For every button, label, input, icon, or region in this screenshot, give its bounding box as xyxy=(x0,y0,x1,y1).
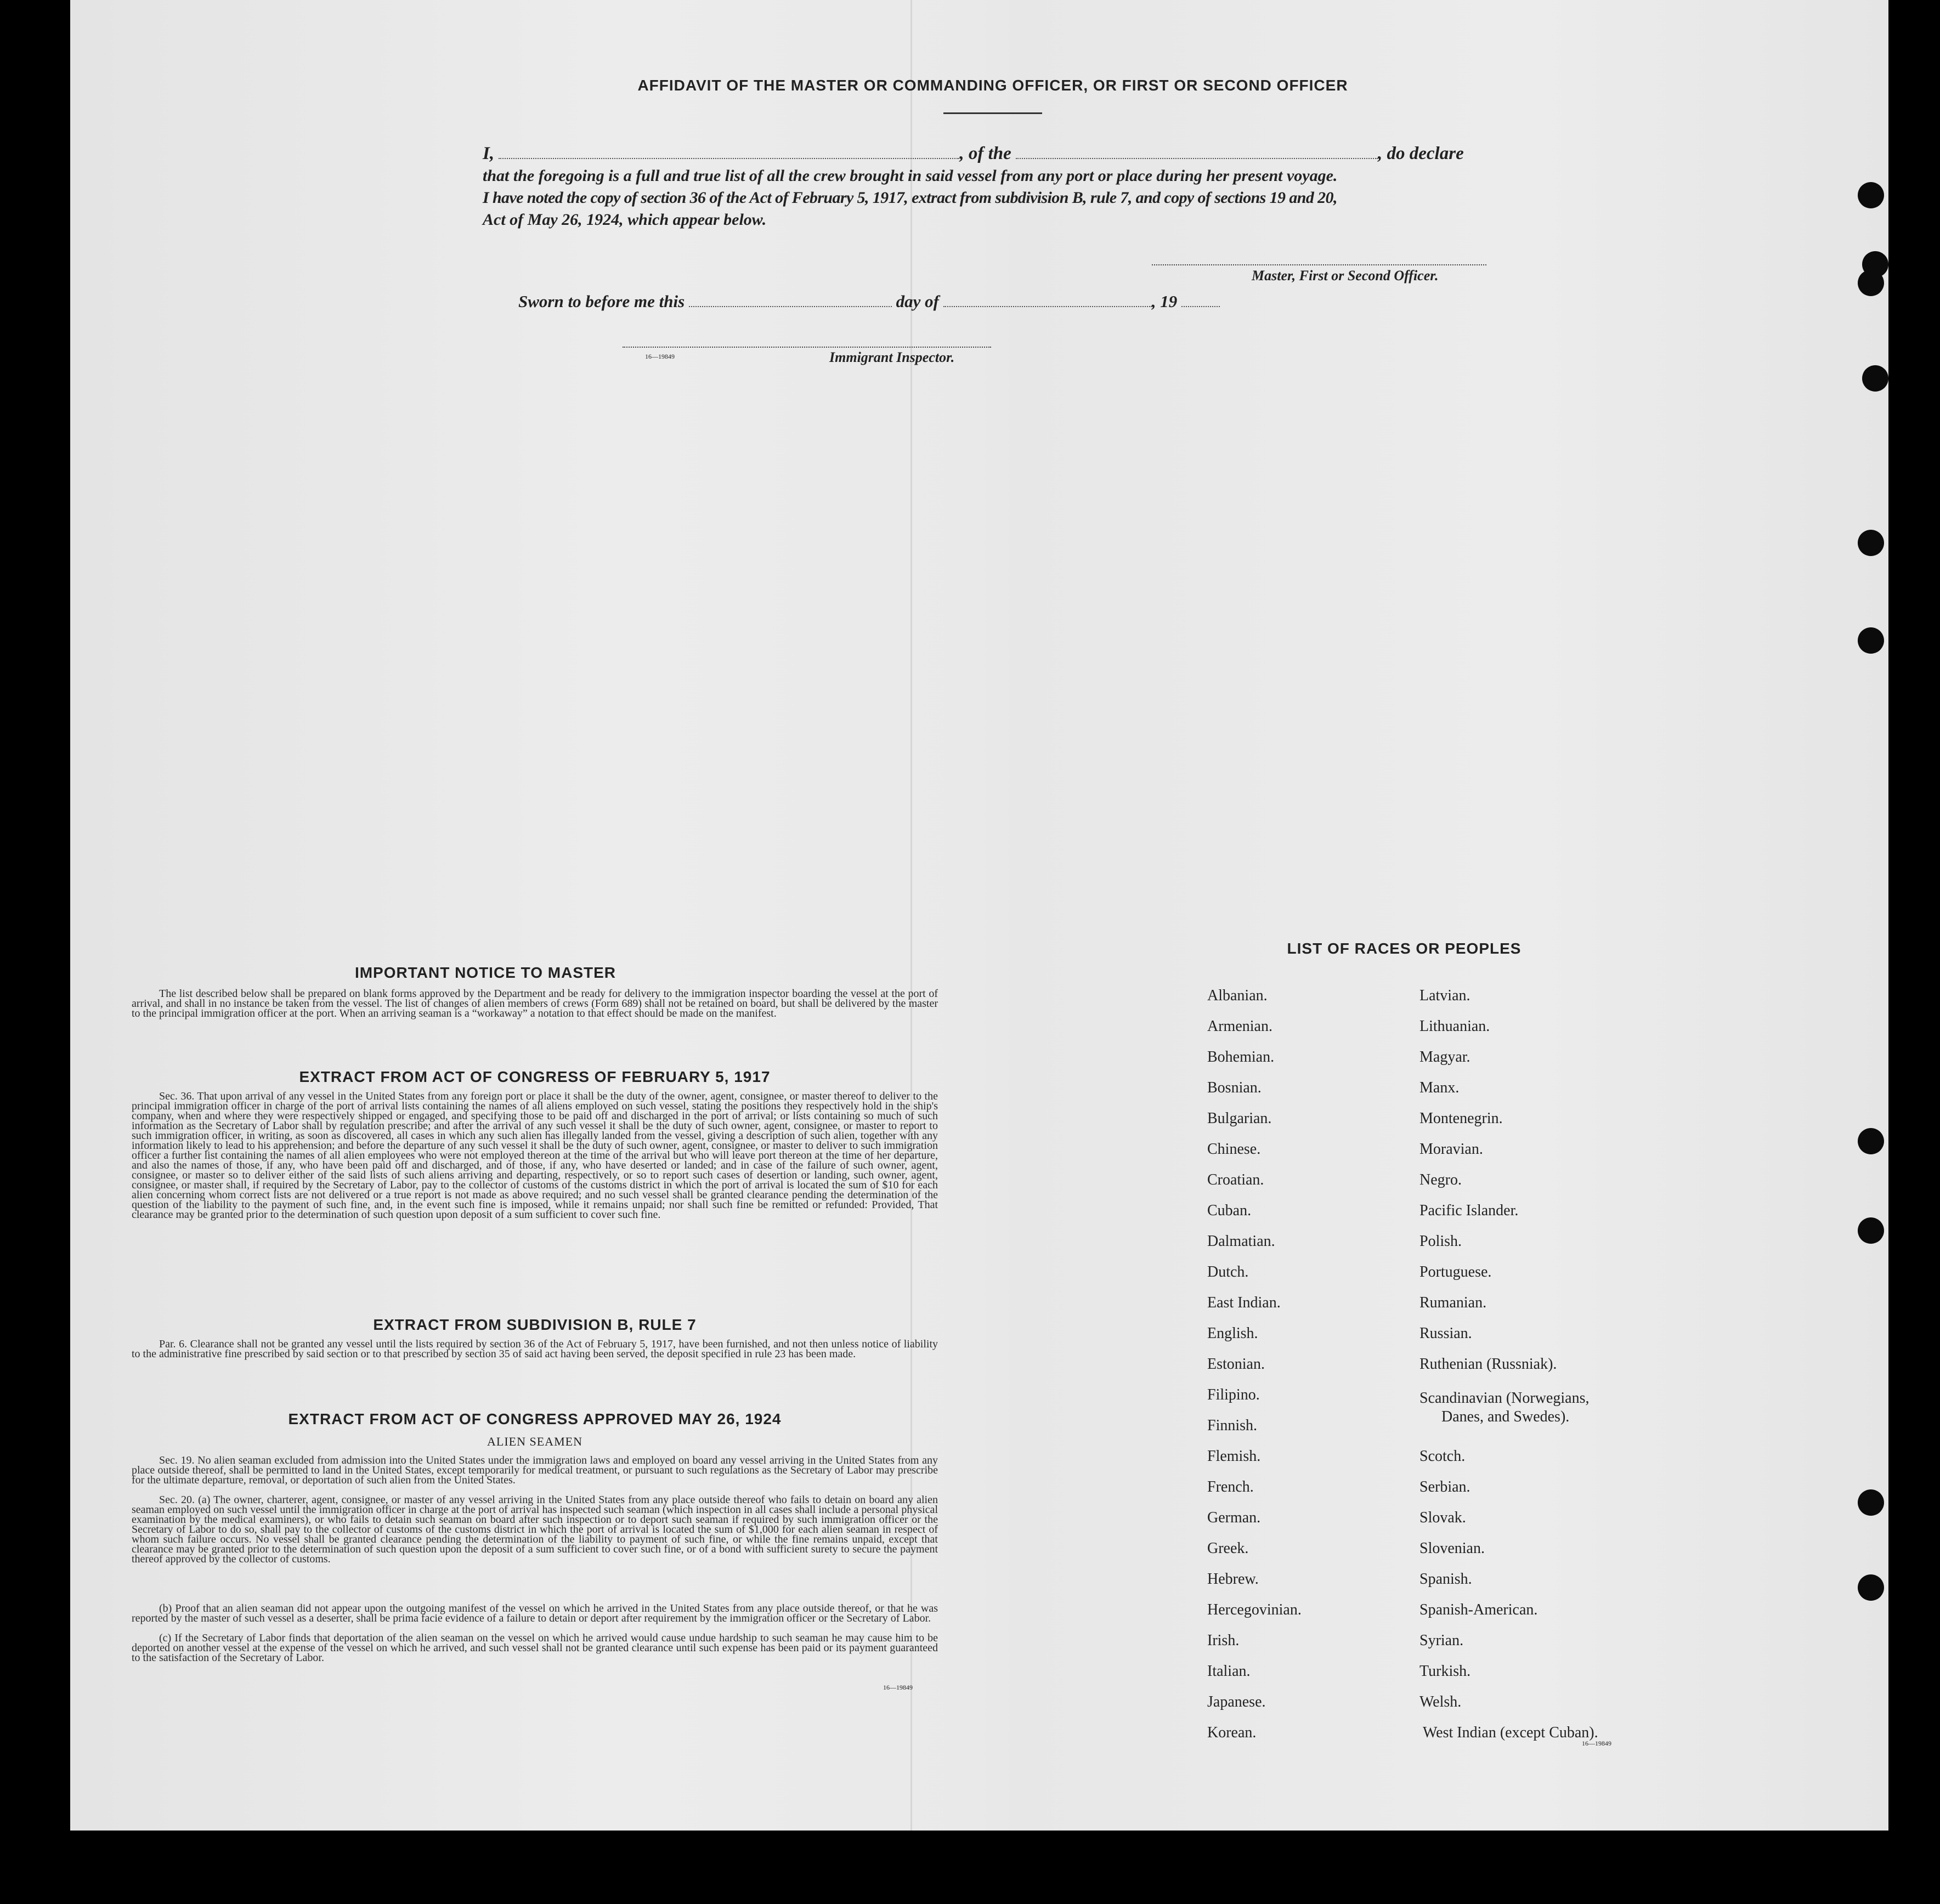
race-right-item: Turkish. xyxy=(1419,1663,1471,1680)
name-field[interactable] xyxy=(499,158,959,159)
race-right-item: Latvian. xyxy=(1419,987,1470,1004)
race-right-item: Slovak. xyxy=(1419,1509,1466,1526)
sworn-year-field[interactable] xyxy=(1181,306,1220,307)
affidavit-do-declare: , do declare xyxy=(1378,144,1464,163)
race-right-item: Welsh. xyxy=(1419,1693,1462,1710)
affidavit-i: I, xyxy=(483,144,495,163)
race-left-item: French. xyxy=(1207,1478,1254,1495)
sworn-day-of: day of xyxy=(896,292,939,311)
sworn-day-field[interactable] xyxy=(689,306,892,307)
punch-hole-icon xyxy=(1862,365,1888,392)
races-form-number: 16—19849 xyxy=(1582,1739,1611,1747)
master-signature-line[interactable] xyxy=(1152,264,1486,265)
race-left-item: Japanese. xyxy=(1207,1693,1266,1710)
extract-1924-title: EXTRACT FROM ACT OF CONGRESS APPROVED MAY 26, 1924 xyxy=(288,1410,782,1427)
extract-1924-sec20b: (b) Proof that an alien seaman did not appear upon the outgoing manifest of the vessel on which he arrived in the United States from any place outside thereof, or that he was reported by the master of such vessel as a deserter, shall be prima facie evidence of a failure to detain or deport after requirement by the immigration officer or the Secretary of Labor. xyxy=(132,1602,938,1624)
notice-title: IMPORTANT NOTICE TO MASTER xyxy=(354,964,616,981)
vessel-field[interactable] xyxy=(1016,158,1378,159)
race-left-item: German. xyxy=(1207,1509,1261,1526)
punch-hole-icon xyxy=(1858,1128,1884,1154)
race-left-item: Flemish. xyxy=(1207,1448,1261,1465)
affidavit-line-1 xyxy=(483,144,1508,164)
affidavit-line-2: that the foregoing is a full and true list of all the crew brought in said vessel from any port or place during her present voyage. xyxy=(483,167,1338,185)
race-left-item: Croatian. xyxy=(1207,1171,1264,1188)
race-right-item: Spanish. xyxy=(1419,1571,1472,1588)
race-right-item: Magyar. xyxy=(1419,1049,1470,1066)
punch-hole-icon xyxy=(1858,1217,1884,1244)
race-right-item: Slovenian. xyxy=(1419,1540,1485,1557)
race-left-item: Estonian. xyxy=(1207,1356,1265,1373)
race-left-item: Irish. xyxy=(1207,1632,1240,1649)
punch-hole-icon xyxy=(1858,1489,1884,1516)
affidavit-of-the: , of the xyxy=(959,144,1011,163)
extract-form-number: 16—19849 xyxy=(883,1684,913,1691)
race-right-item: Negro. xyxy=(1419,1171,1462,1188)
affidavit-line-4: Act of May 26, 1924, which appear below. xyxy=(483,211,767,229)
race-right-item: Portuguese. xyxy=(1419,1263,1492,1280)
extract-rule7-title: EXTRACT FROM SUBDIVISION B, RULE 7 xyxy=(373,1316,697,1333)
race-left-item: Dalmatian. xyxy=(1207,1233,1275,1250)
race-left-item: Chinese. xyxy=(1207,1141,1261,1158)
race-right-item: Syrian. xyxy=(1419,1632,1464,1649)
race-right-item: Ruthenian (Russniak). xyxy=(1419,1356,1557,1373)
extract-1924-sec20a: Sec. 20. (a) The owner, charterer, agent, consignee, or master of any vessel arriving in the United States from any place outside thereof who fails to detain on board any alien seaman employed on such vessel until the immigration officer in charge at the port of arrival has inspected such seaman (which inspection in all cases shall include a personal physical examination by the medical examiners), or who fails to detain such seaman on board after such inspection or to deport such seaman if required by such immigration officer or the Secretary of Labor to do so, shall pay to the collector of customs of the customs district in which the port of arrival is located the sum of $1,000 for each alien seaman in respect of whom such failure occurs. No vessel shall be granted clearance pending the determination of the liability to payment of such fine, or while the fine remains unpaid, except that clearance may be granted prior to the determination of such question upon the deposit of a sum sufficient to cover such fine, or of a bond with sufficient surety to secure the payment thereof approved by the collector of customs. xyxy=(132,1494,938,1565)
race-left-item: Greek. xyxy=(1207,1540,1249,1557)
race-right-item: Scandinavian (Norwegians, xyxy=(1419,1390,1590,1407)
master-signature-label: Master, First or Second Officer. xyxy=(1252,268,1439,284)
extract-1924-sec19: Sec. 19. No alien seaman excluded from admission into the United States under the immigration laws and employed on board any vessel arriving in the United States from any place outside thereof, shall be permitted to land in the United States, except temporarily for medical treatment, or pursuant to such regulations as the Secretary of Labor may prescribe for the ultimate departure, removal, or deportation of such alien from the United States. xyxy=(132,1454,938,1486)
notice-body: The list described below shall be prepared on blank forms approved by the Department and be ready for delivery to the immigration inspector boarding the vessel at the port of arrival, and shall in no instance be taken from the vessel. The list of changes of alien members of crews (Form 689) shall not be retained on board, but shall be delivered by the master to the principal immigration officer at the port. When an arriving seaman is a “workaway” a notation to that effect should be made on the manifest. xyxy=(132,988,938,1019)
race-left-item: Cuban. xyxy=(1207,1202,1252,1219)
affidavit-line-3: I have noted the copy of section 36 of the Act of February 5, 1917, extract from subdivision B, rule 7, and copy of sections 19 and 20, xyxy=(483,189,1337,207)
race-right-item: Polish. xyxy=(1419,1233,1462,1250)
inspector-label: Immigrant Inspector. xyxy=(829,349,955,365)
sworn-month-field[interactable] xyxy=(943,306,1152,307)
affidavit-title: AFFIDAVIT OF THE MASTER OR COMMANDING OFFICER, OR FIRST OR SECOND OFFICER xyxy=(637,77,1348,94)
race-right-item: Russian. xyxy=(1419,1325,1472,1342)
extract-1924-subtitle: ALIEN SEAMEN xyxy=(487,1435,582,1448)
punch-hole-icon xyxy=(1858,270,1884,296)
race-right-item: Montenegrin. xyxy=(1419,1110,1503,1127)
race-left-item: English. xyxy=(1207,1325,1258,1342)
race-right-item: Lithuanian. xyxy=(1419,1018,1490,1035)
extract-1917-body: Sec. 36. That upon arrival of any vessel in the United States from any foreign port or place it shall be the duty of the owner, agent, consignee, or master thereof to deliver to the principal immigration officer in charge of the port of arrival lists containing the names of all aliens employed on such vessel, stating the positions they respectively hold in the ship's company, when and where they were respectively shipped or engaged, and specifying those to be paid off and discharged in the port of arrival; or lists containing so much of such information as the Secretary of Labor shall by regulation prescribe; and after the arrival of any such vessel it shall be the duty of such owner, agent, consignee, or master to report to such immigration officer, in writing, as soon as discovered, all cases in which any such alien has illegally landed from the vessel, giving a description of such alien, together with any information likely to lead to his apprehension; and before the departure of any such vessel it shall be the duty of such owner, agent, consignee, or master to deliver to such immigration officer a further list containing the names of all alien employees who were not employed thereon at the time of the arrival but who will leave port thereon at the time of her departure, and also the names of those, if any, who have been paid off and discharged, and of those, if any, who have deserted or landed; and in case of the failure of such owner, agent, consignee, or master so to deliver either of the said lists of such aliens arriving and departing, respectively, or so to report such cases of desertion or landing, such owner, agent, consignee, or master shall, if required by the Secretary of Labor, pay to the collector of customs of the customs district in which the port of arrival is located the sum of $10 for each alien concerning whom correct lists are not delivered or a true report is not made as above required; and no such vessel shall be granted clearance pending the determination of the question of the liability to the payment of such fine, and, in the event such fine is imposed, while it remains unpaid; nor shall such fine be remitted or refunded: Provided, That clearance may be granted prior to the determination of such question upon deposit of a sum sufficient to cover such fine. xyxy=(132,1090,938,1221)
extract-1917-title: EXTRACT FROM ACT OF CONGRESS OF FEBRUARY 5, 1917 xyxy=(299,1068,771,1085)
punch-hole-icon xyxy=(1858,182,1884,208)
extract-1924-sec20c: (c) If the Secretary of Labor finds that deportation of the alien seaman on the vessel on which he arrived would cause undue hardship to such seaman he may cause him to be deported on another vessel at the expense of the vessel on which he arrived, and such vessel shall not be granted clearance until such expense has been paid or its payment guaranteed to the satisfaction of the Secretary of Labor. xyxy=(132,1632,938,1664)
race-left-item: Albanian. xyxy=(1207,987,1268,1004)
race-right-item: Spanish-American. xyxy=(1419,1601,1538,1618)
race-left-item: Armenian. xyxy=(1207,1018,1272,1035)
sworn-year: , 19 xyxy=(1151,292,1178,311)
extract-rule7-body: Par. 6. Clearance shall not be granted any vessel until the lists required by section 36 of the Act of February 5, 1917, have been furnished, and not then unless notice of liability to the administrative fine prescribed by said section or to that prescribed by section 35 of said act having been served, the deposit specified in rule 23 has been made. xyxy=(132,1338,938,1360)
punch-hole-icon xyxy=(1858,1574,1884,1601)
race-right-item: Serbian. xyxy=(1419,1478,1470,1495)
race-right-item-continuation: Danes, and Swedes). xyxy=(1441,1408,1570,1425)
race-left-item: Finnish. xyxy=(1207,1417,1258,1434)
race-left-item: Korean. xyxy=(1207,1724,1257,1741)
race-right-item: West Indian (except Cuban). xyxy=(1423,1724,1598,1741)
race-left-item: Hebrew. xyxy=(1207,1571,1259,1588)
race-left-item: Filipino. xyxy=(1207,1386,1260,1403)
race-left-item: Italian. xyxy=(1207,1663,1251,1680)
race-left-item: Hercegovinian. xyxy=(1207,1601,1302,1618)
title-rule xyxy=(943,112,1042,114)
sworn-line xyxy=(518,292,1220,311)
race-left-item: Bosnian. xyxy=(1207,1079,1262,1096)
race-right-item: Manx. xyxy=(1419,1079,1460,1096)
race-left-item: Dutch. xyxy=(1207,1263,1249,1280)
races-title: LIST OF RACES OR PEOPLES xyxy=(1287,940,1522,957)
punch-hole-icon xyxy=(1858,627,1884,654)
race-right-item: Scotch. xyxy=(1419,1448,1466,1465)
race-right-item: Pacific Islander. xyxy=(1419,1202,1519,1219)
race-right-item: Rumanian. xyxy=(1419,1294,1487,1311)
race-right-item: Moravian. xyxy=(1419,1141,1483,1158)
sworn-prefix: Sworn to before me this xyxy=(518,292,685,311)
punch-hole-icon xyxy=(1858,530,1884,556)
race-left-item: East Indian. xyxy=(1207,1294,1281,1311)
inspector-signature-line[interactable] xyxy=(623,347,991,348)
race-left-item: Bohemian. xyxy=(1207,1049,1275,1066)
race-left-item: Bulgarian. xyxy=(1207,1110,1272,1127)
form-number: 16—19849 xyxy=(645,353,675,360)
